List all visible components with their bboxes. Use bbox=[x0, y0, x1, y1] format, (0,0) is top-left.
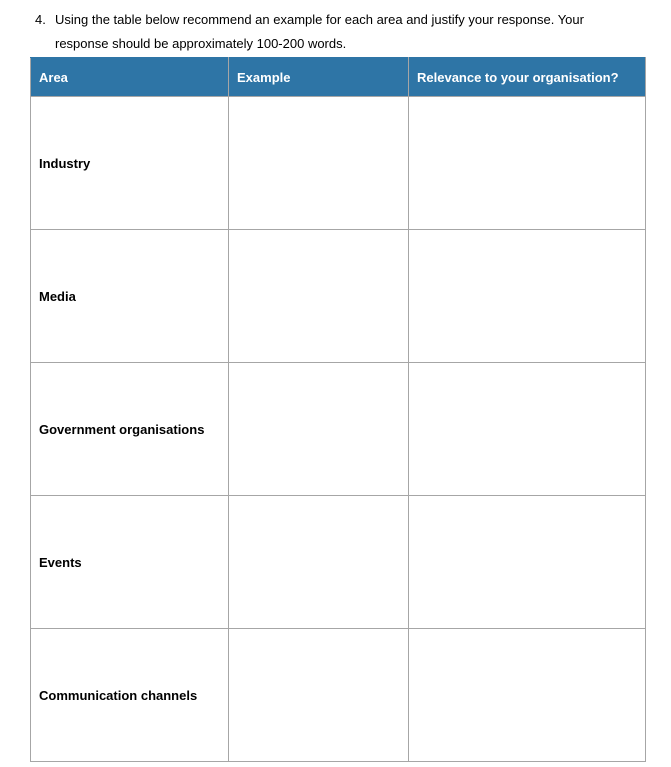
area-cell-media: Media bbox=[31, 230, 229, 363]
question-number: 4. bbox=[35, 12, 46, 27]
area-cell-events: Events bbox=[31, 496, 229, 629]
table-row bbox=[31, 230, 646, 363]
example-cell-events[interactable] bbox=[229, 496, 409, 629]
example-cell-media[interactable] bbox=[229, 230, 409, 363]
question-text-line-1: Using the table below recommend an example for each area and justify your response. Your bbox=[55, 12, 584, 27]
area-cell-communication-channels: Communication channels bbox=[31, 629, 229, 762]
relevance-cell-government-organisations[interactable] bbox=[409, 363, 646, 496]
relevance-cell-communication-channels[interactable] bbox=[409, 629, 646, 762]
example-cell-communication-channels[interactable] bbox=[229, 629, 409, 762]
response-table bbox=[30, 57, 646, 762]
example-cell-government-organisations[interactable] bbox=[229, 363, 409, 496]
table-row bbox=[31, 496, 646, 629]
table-row bbox=[31, 629, 646, 762]
relevance-cell-events[interactable] bbox=[409, 496, 646, 629]
relevance-cell-industry[interactable] bbox=[409, 97, 646, 230]
area-cell-industry: Industry bbox=[31, 97, 229, 230]
relevance-cell-media[interactable] bbox=[409, 230, 646, 363]
table-row bbox=[31, 363, 646, 496]
table-row bbox=[31, 97, 646, 230]
column-header-relevance: Relevance to your organisation? bbox=[409, 58, 646, 97]
question-block bbox=[0, 0, 671, 58]
column-header-area: Area bbox=[31, 58, 229, 97]
table-header-row bbox=[31, 58, 646, 97]
question-text-line-2: response should be approximately 100-200 words. bbox=[55, 36, 347, 51]
example-cell-industry[interactable] bbox=[229, 97, 409, 230]
area-cell-government-organisations: Government organisations bbox=[31, 363, 229, 496]
column-header-example: Example bbox=[229, 58, 409, 97]
